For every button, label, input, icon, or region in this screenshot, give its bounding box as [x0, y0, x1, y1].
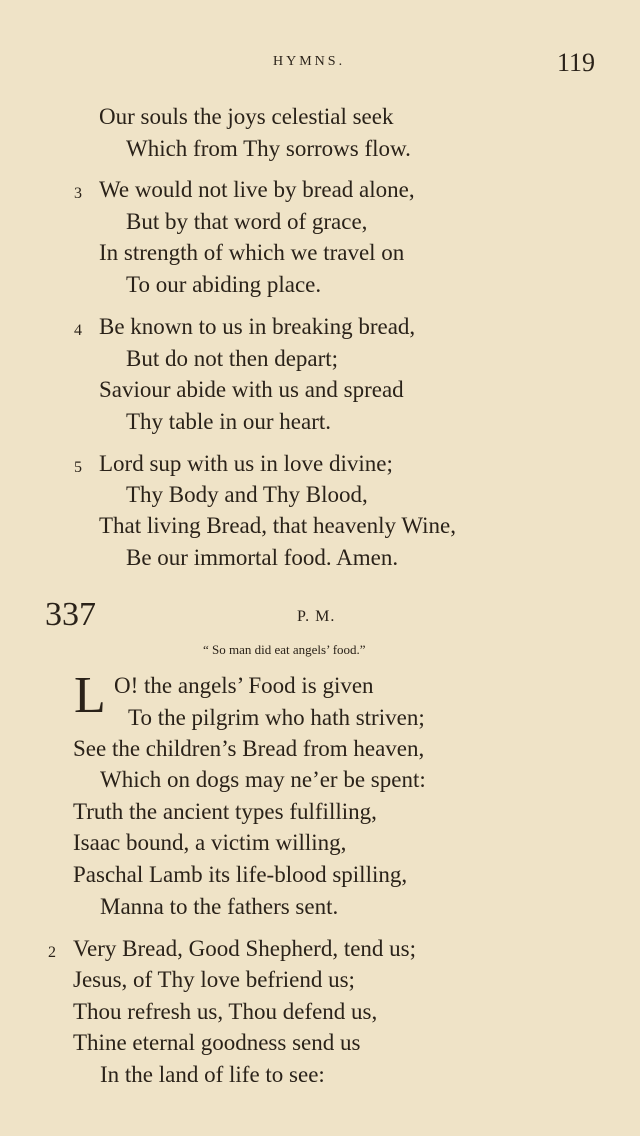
verse-line: Be known to us in breaking bread,	[99, 314, 416, 339]
verse-line: Thy table in our heart.	[126, 409, 332, 434]
verse-line: Which on dogs may ne’er be spent:	[100, 767, 426, 792]
verse-line: See the children’s Bread from heaven,	[73, 736, 425, 761]
verse-line: Truth the ancient types fulfilling,	[73, 799, 377, 824]
hymn-number: 337	[45, 596, 96, 633]
verse-line: Manna to the fathers sent.	[100, 894, 339, 919]
verse-line: Thou refresh us, Thou defend us,	[73, 999, 378, 1024]
verse-line: Lord sup with us in love divine;	[99, 451, 393, 476]
verse-number: 3	[74, 185, 82, 202]
verse-number: 2	[48, 944, 56, 961]
verse-number: 4	[74, 322, 82, 339]
verse-line: But by that word of grace,	[126, 209, 368, 234]
hymn-meter: P. M.	[297, 608, 336, 625]
verse-line: Our souls the joys celestial seek	[99, 104, 394, 129]
hymn-epigraph: “ So man did eat angels’ food.”	[203, 642, 366, 657]
drop-cap: L	[74, 667, 106, 724]
running-title: HYMNS.	[273, 54, 346, 69]
verse-line: That living Bread, that heavenly Wine,	[99, 513, 456, 538]
verse-line: Saviour abide with us and spread	[99, 377, 404, 402]
verse-number: 5	[74, 459, 82, 476]
verse-line: Very Bread, Good Shepherd, tend us;	[73, 936, 417, 961]
verse-line: Which from Thy sorrows flow.	[126, 136, 411, 161]
verse-line: Thine eternal goodness send us	[73, 1030, 361, 1055]
verse-line: We would not live by bread alone,	[99, 177, 415, 202]
verse-line: Thy Body and Thy Blood,	[126, 482, 368, 507]
verse-line: But do not then depart;	[126, 346, 339, 371]
verse-line: Isaac bound, a victim willing,	[73, 830, 347, 855]
verse-line: To our abiding place.	[126, 272, 322, 297]
verse-line: In strength of which we travel on	[99, 240, 405, 265]
verse-line: In the land of life to see:	[100, 1062, 325, 1087]
verse-line: Paschal Lamb its life-blood spilling,	[73, 862, 408, 887]
verse-line: O! the angels’ Food is given	[114, 673, 374, 698]
page-number: 119	[557, 48, 596, 77]
verse-line: To the pilgrim who hath striven;	[128, 705, 425, 730]
verse-line: Jesus, of Thy love befriend us;	[73, 967, 355, 992]
verse-line: Be our immortal food. Amen.	[126, 545, 399, 570]
